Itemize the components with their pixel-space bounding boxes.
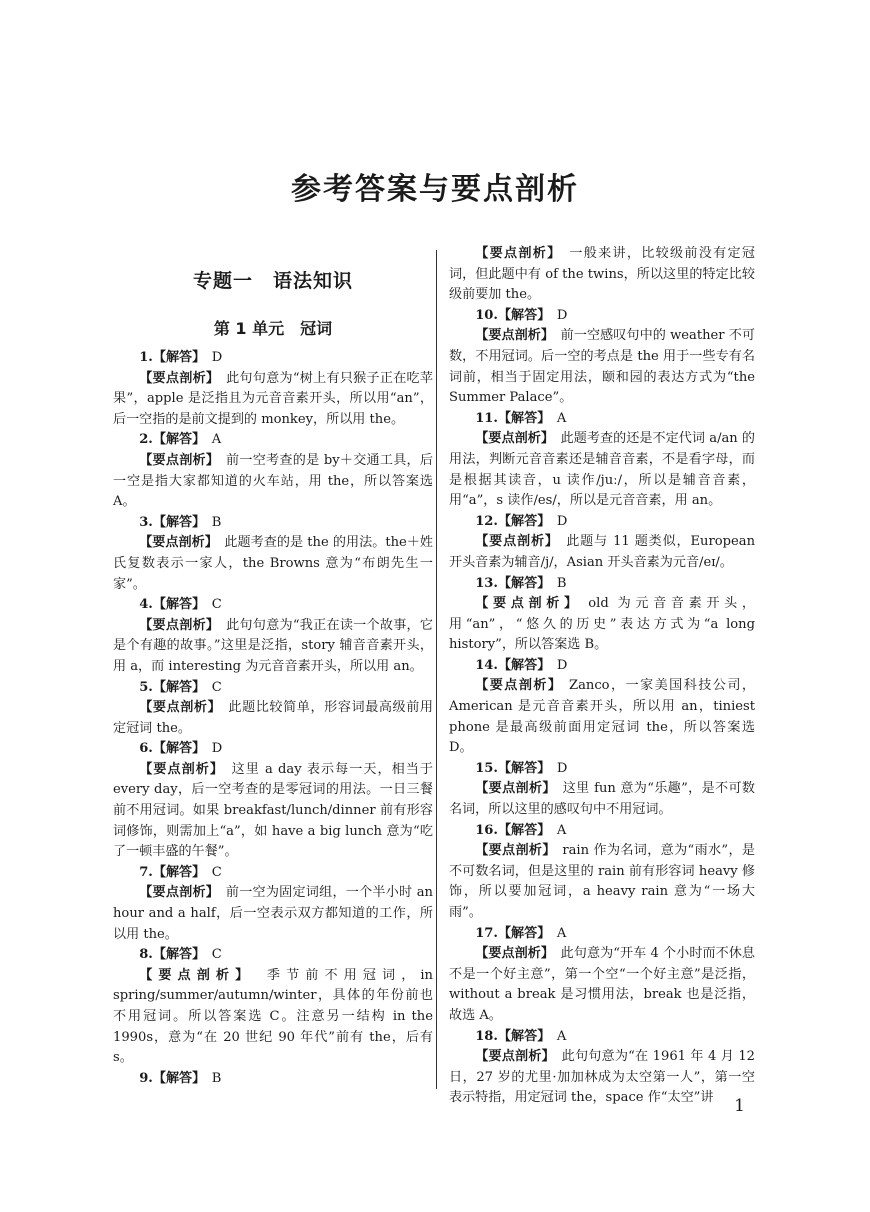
answer-choice: D <box>556 513 568 529</box>
analysis-label: 【要点剖析】 <box>475 246 562 261</box>
question-number: 3. <box>139 514 153 530</box>
answer-label: 【解答】 <box>152 947 206 963</box>
question-number: 2. <box>139 432 153 448</box>
question-number: 5. <box>139 679 153 695</box>
answer-line <box>113 1069 433 1090</box>
analysis-text: 这里 fun 意为“乐趣”，是不可数名词，所以这里的感叹句中不用冠词。 <box>449 781 755 818</box>
analysis-text: 前一空考查的是 by＋交通工具，后一空是指大家都知道的火车站，用 the，所以答案选 A。 <box>113 452 433 510</box>
analysis-label: 【要点剖析】 <box>475 328 555 344</box>
answer-choice: D <box>211 741 223 757</box>
analysis-paragraph <box>449 841 755 923</box>
answer-line <box>449 759 755 780</box>
analysis-text: rain 作为名词，意为“雨水”，是不可数名词，但是这里的 rain 前有形容词 heavy 修饰，所以要加冠词，a heavy rain 意为“一场大雨”。 <box>449 843 755 920</box>
question-number: 16. <box>475 822 498 838</box>
analysis-label: 【要点剖析】 <box>475 596 582 612</box>
answer-line <box>113 430 433 451</box>
answer-choice: C <box>211 679 222 695</box>
answer-label: 【解答】 <box>152 514 206 530</box>
answer-label: 【解答】 <box>497 513 551 529</box>
question-number: 11. <box>475 410 498 426</box>
question-number: 18. <box>475 1028 498 1044</box>
analysis-paragraph <box>449 326 755 408</box>
answer-choice: A <box>556 822 567 838</box>
answer-label: 【解答】 <box>497 822 551 838</box>
analysis-label: 【要点剖析】 <box>139 967 255 983</box>
analysis-paragraph <box>449 944 755 1026</box>
analysis-label: 【要点剖析】 <box>139 617 220 633</box>
answer-line <box>113 863 433 884</box>
answer-choice: A <box>556 1028 567 1044</box>
analysis-text: 此句句意为“我正在读一个故事，它是个有趣的故事。”这里是泛指，story 辅音音素开头，用 a，而 interesting 为元音音素开头，所以用 an。 <box>113 617 433 674</box>
answer-line <box>449 924 755 945</box>
answer-label: 【解答】 <box>152 864 206 880</box>
analysis-text: 季节前不用冠词，in spring/summer/autumn/winter，具体的年份前也不用冠词。所以答案选 C。注意另一结构 in the 1990s，意为“在 20 世纪 90 年代”前有 the，后有 s。 <box>113 967 433 1066</box>
question-number: 9. <box>139 1070 153 1086</box>
answer-choice: B <box>556 575 567 591</box>
answer-line <box>113 678 433 699</box>
analysis-paragraph <box>449 676 755 758</box>
analysis-text: 前一空为固定词组，一个半小时 an hour and a half，后一空表示双方都知道的工作，所以用 the。 <box>113 885 433 942</box>
analysis-paragraph <box>449 429 755 511</box>
answer-label: 【解答】 <box>497 760 551 776</box>
analysis-text: 这里 a day 表示每一天，相当于 every day，后一空考查的是零冠词的用法。一日三餐前不用冠词。如果 breakfast/lunch/dinner 前有形容词修饰，则需加上“a”，如 have a big lunch 意为“吃了一顿丰盛的午餐”。 <box>113 761 433 860</box>
analysis-paragraph <box>113 451 433 513</box>
question-number: 4. <box>139 597 153 613</box>
analysis-label: 【要点剖析】 <box>139 452 220 468</box>
section-title: 专题一 语法知识 <box>192 270 353 292</box>
answer-line <box>113 739 433 760</box>
left-answer-list <box>113 348 433 1089</box>
analysis-text: 此题比较简单，形容词最高级前用定冠词 the。 <box>113 700 434 736</box>
answer-line <box>449 656 755 677</box>
question-number: 1. <box>139 350 153 365</box>
right-answer-list <box>449 244 755 1109</box>
answer-label: 【解答】 <box>152 432 206 448</box>
answer-line <box>113 513 433 534</box>
answer-choice: A <box>556 925 567 941</box>
analysis-paragraph <box>113 533 433 595</box>
analysis-paragraph <box>449 244 755 306</box>
column-divider <box>436 250 437 1089</box>
analysis-paragraph <box>113 698 433 739</box>
question-number: 14. <box>475 657 498 673</box>
question-number: 8. <box>139 947 153 963</box>
answer-choice: C <box>211 864 222 880</box>
answer-choice: A <box>556 410 567 426</box>
unit-title: 第 1 单元 冠词 <box>213 319 333 338</box>
analysis-text: 此句意为“开车 4 个小时而不休息不是一个好主意”，第一个空“一个好主意”是泛指，without a break 是习惯用法，break 也是泛指，故选 A。 <box>449 946 755 1023</box>
right-column <box>449 244 755 1109</box>
analysis-paragraph <box>113 616 433 678</box>
analysis-text: old 为元音音素开头，用“an”，“悠久的历史”表达方式为“a long history”，所以答案选 B。 <box>449 596 755 653</box>
answer-line <box>449 306 755 327</box>
analysis-label: 【要点剖析】 <box>139 700 222 716</box>
answer-label: 【解答】 <box>152 1070 206 1086</box>
question-number: 10. <box>475 307 498 323</box>
analysis-text: 此题考查的还是不定代词 a/an 的用法，判断元音音素还是辅音音素，不是看字母，而是根据其读音，u 读作/juː/，所以是辅音音素，用“a”，s 读作/es/，所以是元音音素，用 an。 <box>449 431 756 509</box>
answer-choice: B <box>211 1070 222 1086</box>
question-number: 12. <box>475 513 498 529</box>
answer-line <box>449 1027 755 1048</box>
answer-choice: D <box>556 657 568 673</box>
analysis-paragraph <box>449 779 755 820</box>
analysis-text: 此题考查的是 the 的用法。the＋姓氏复数表示一家人，the Browns 意为“布朗先生一家”。 <box>113 535 433 592</box>
page-number: 1 <box>734 1096 745 1116</box>
analysis-text: 一般来讲，比较级前没有定冠词，但此题中有 of the twins，所以这里的特定比较级前要加 the。 <box>449 246 756 303</box>
analysis-label: 【要点剖析】 <box>139 885 220 901</box>
answer-line <box>113 595 433 616</box>
answer-choice: D <box>556 760 568 776</box>
analysis-label: 【要点剖析】 <box>475 843 556 859</box>
analysis-label: 【要点剖析】 <box>139 761 224 777</box>
answer-label: 【解答】 <box>152 741 206 757</box>
question-number: 13. <box>475 575 498 591</box>
analysis-text: 此句句意为“树上有只猴子正在吃苹果”，apple 是泛指且为元音音素开头，所以用“an”，后一空指的是前文提到的 monkey，所以用 the。 <box>113 370 433 427</box>
answer-line <box>113 945 433 966</box>
answer-line <box>449 821 755 842</box>
analysis-label: 【要点剖析】 <box>139 370 220 386</box>
analysis-paragraph <box>449 1047 755 1109</box>
answer-choice: C <box>211 597 222 613</box>
analysis-paragraph <box>113 883 433 945</box>
question-number: 17. <box>475 925 498 941</box>
analysis-paragraph <box>449 594 755 656</box>
analysis-label: 【要点剖析】 <box>475 678 563 694</box>
analysis-paragraph <box>113 966 433 1069</box>
answer-line <box>113 348 433 369</box>
answer-label: 【解答】 <box>152 350 206 365</box>
question-number: 15. <box>475 760 498 776</box>
answer-choice: A <box>211 432 222 448</box>
analysis-label: 【要点剖析】 <box>139 535 218 551</box>
analysis-paragraph <box>449 532 755 573</box>
analysis-text: 前一空感叹句中的 weather 不可数，不用冠词。后一空的考点是 the 用于一些专有名词前，相当于固定用法，颐和园的表达方式为“the Summer Palace”。 <box>449 328 755 406</box>
question-number: 7. <box>139 864 153 880</box>
answer-label: 【解答】 <box>497 575 551 591</box>
answer-label: 【解答】 <box>497 657 551 673</box>
page-title: 参考答案与要点剖析 <box>291 172 579 207</box>
answer-choice: C <box>211 947 222 963</box>
answer-choice: B <box>211 514 222 530</box>
answer-choice: D <box>211 350 223 365</box>
answer-line <box>449 574 755 595</box>
answer-label: 【解答】 <box>497 925 551 941</box>
answer-label: 【解答】 <box>152 597 206 613</box>
analysis-text: 此题与 11 题类似，European 开头音素为辅音/j/，Asian 开头音素为元音/eɪ/。 <box>449 534 756 570</box>
analysis-label: 【要点剖析】 <box>475 946 555 962</box>
analysis-text: Zanco，一家美国科技公司，American 是元音音素开头，所以用 an，tiniest phone 是最高级前面用定冠词 the，所以答案选 D。 <box>449 678 755 756</box>
answer-label: 【解答】 <box>152 679 206 695</box>
analysis-label: 【要点剖析】 <box>475 781 556 797</box>
analysis-paragraph <box>113 369 433 431</box>
question-number: 6. <box>139 741 153 757</box>
analysis-paragraph <box>113 760 433 863</box>
answer-label: 【解答】 <box>497 1028 551 1044</box>
answer-line <box>449 512 755 533</box>
analysis-text: 此句句意为“在 1961 年 4 月 12 日，27 岁的尤里·加加林成为太空第一人”，第一空表示特指，用定冠词 the，space 作“太空”讲 <box>449 1049 755 1106</box>
analysis-label: 【要点剖析】 <box>475 534 559 550</box>
answer-choice: D <box>556 307 568 323</box>
answer-label: 【解答】 <box>497 307 551 323</box>
answer-label: 【解答】 <box>497 410 551 426</box>
answer-line <box>449 409 755 430</box>
analysis-label: 【要点剖析】 <box>475 431 554 447</box>
left-column <box>113 256 433 1089</box>
analysis-label: 【要点剖析】 <box>475 1049 555 1065</box>
